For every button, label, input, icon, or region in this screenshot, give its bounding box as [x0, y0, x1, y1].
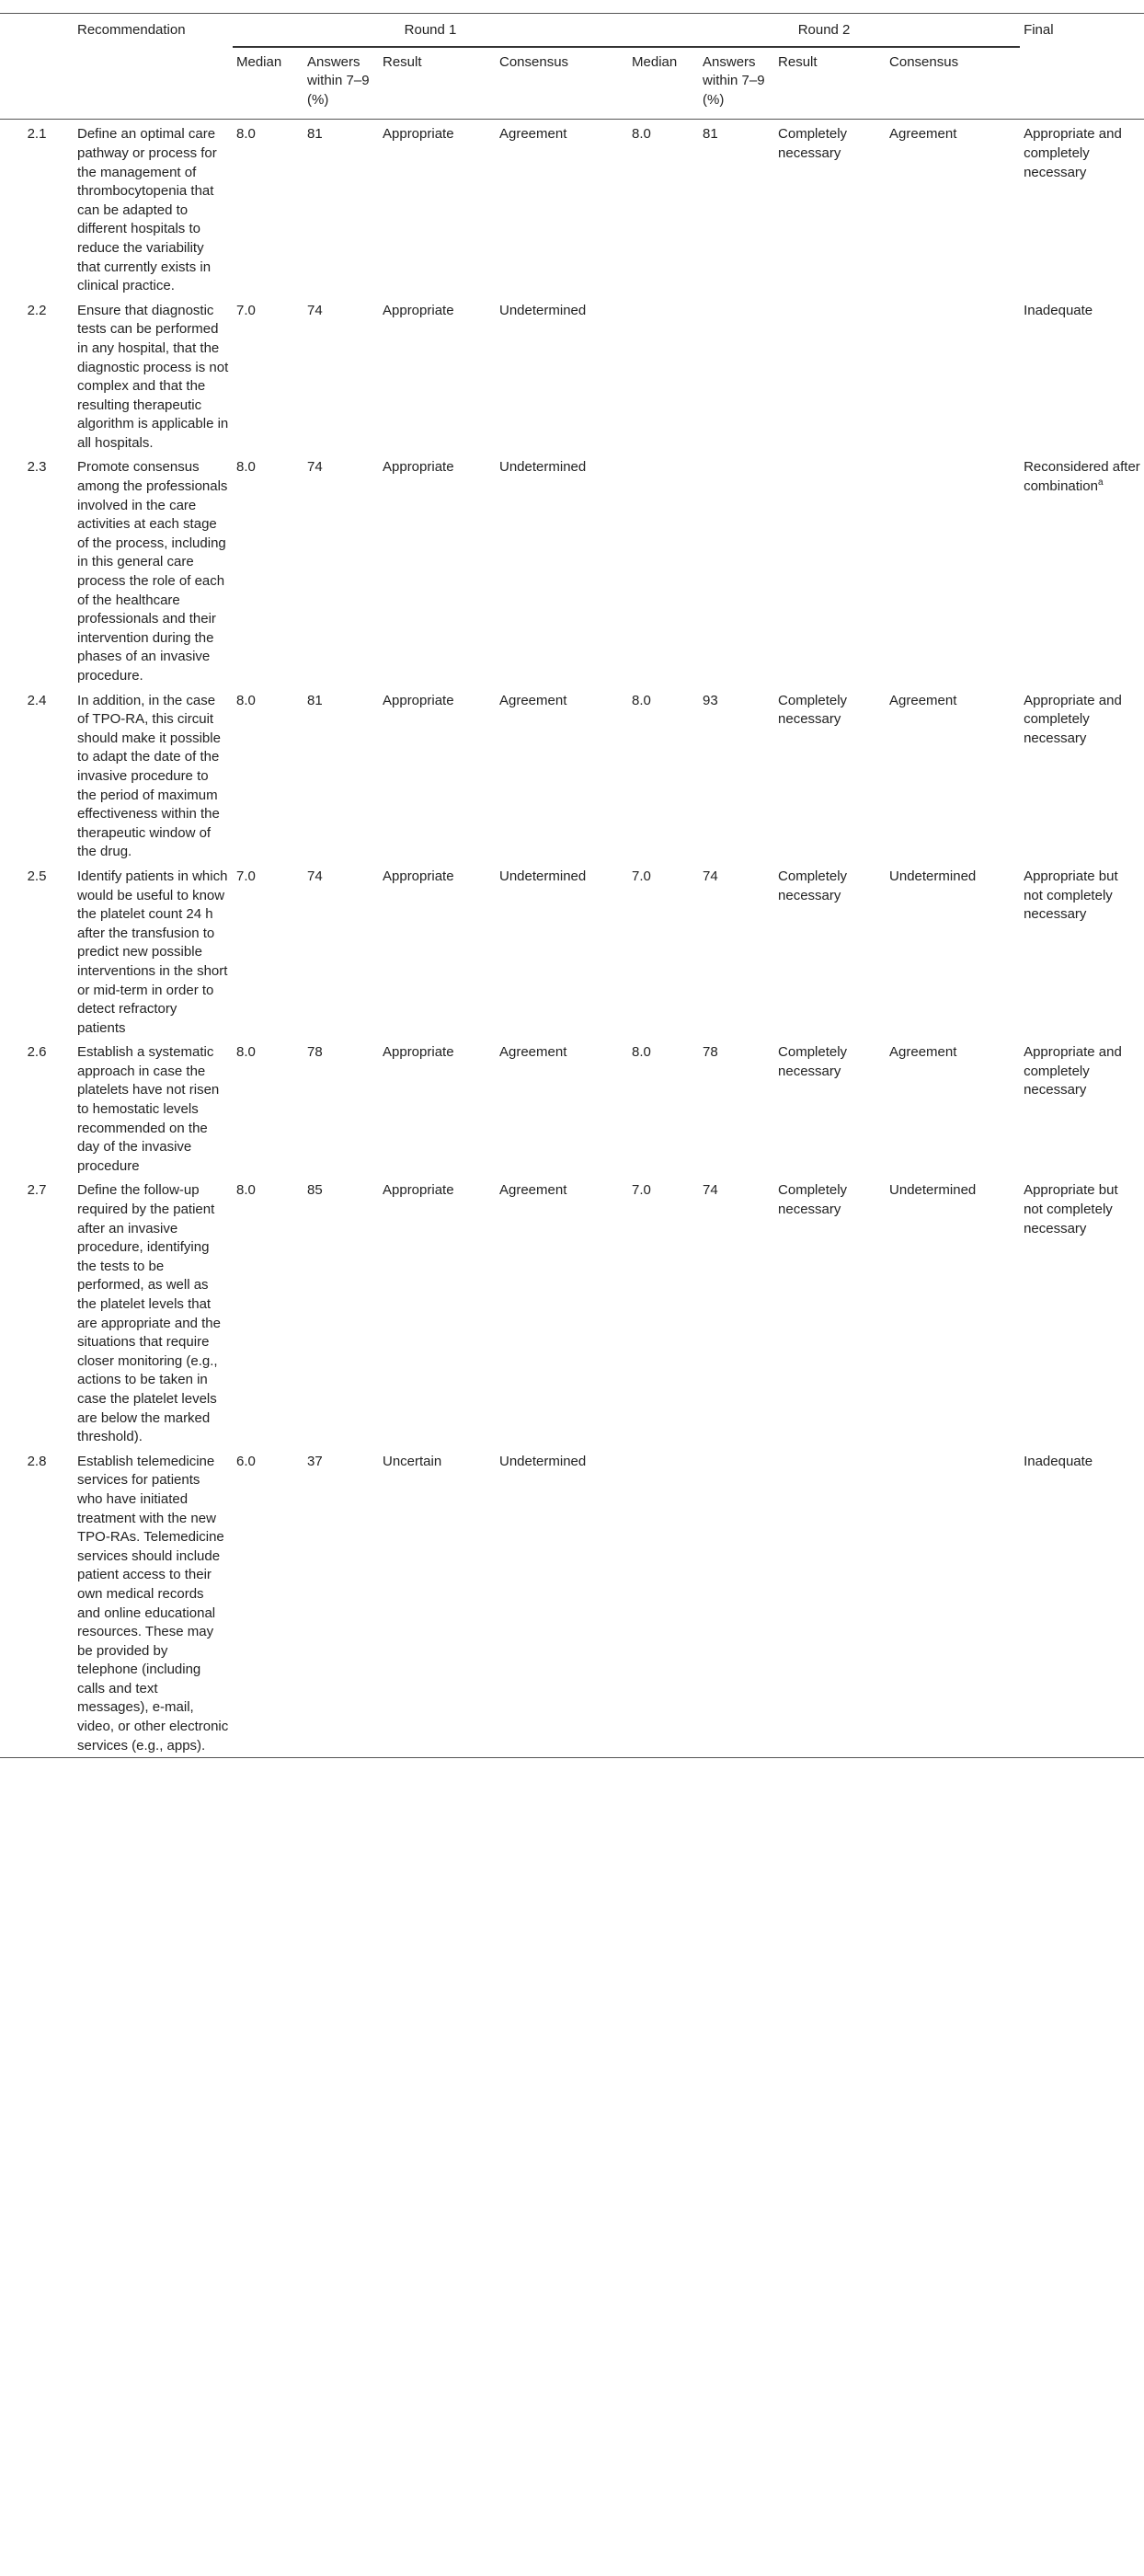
row-r1-result: Appropriate	[383, 302, 454, 318]
row-recommendation: Define an optimal care pathway or process for the management of thrombocytopenia that can be adapted to different hospitals to reduce the variability that currently exists in clinical practice.	[77, 126, 217, 294]
row-r1-consensus: Undetermined	[499, 1453, 587, 1469]
row-r2-result: Completely necessary	[778, 868, 848, 903]
row-final	[1020, 454, 1144, 687]
row-final	[1020, 120, 1144, 298]
row-final-text: Appropriate and completely necessary	[1024, 692, 1122, 746]
row-recommendation: Ensure that diagnostic tests can be performed in any hospital, that the diagnostic process is not complex and that the resulting therapeutic algorithm is applicable in all hospitals.	[77, 302, 229, 451]
row-r1-result: Appropriate	[383, 459, 454, 476]
row-r1-median: 7.0	[236, 868, 256, 884]
row-r1-consensus: Agreement	[499, 126, 567, 143]
subheader-r2-consensus: Consensus	[889, 53, 959, 70]
row-r1-median: 8.0	[236, 1182, 256, 1199]
row-final	[1020, 1178, 1144, 1448]
row-r2-result	[774, 1449, 886, 1758]
row-final	[1020, 1449, 1144, 1758]
row-r1-answers: 74	[307, 302, 323, 318]
row-r1-consensus: Agreement	[499, 1044, 567, 1061]
row-r1-median: 8.0	[236, 692, 256, 708]
subheader-r2-answers: Answers within 7–9 (%)	[703, 53, 765, 108]
row-r2-median: 7.0	[632, 868, 651, 884]
header-id	[0, 14, 74, 47]
row-r2-result	[774, 298, 886, 455]
row-recommendation: Promote consensus among the professionals involved in the care activities at each stage of the process, including in this general care process the role of each of the healthcare professionals and their intervention during the phases of an invasive procedure.	[77, 459, 228, 684]
row-r2-answers	[699, 1449, 774, 1758]
row-r2-median: 8.0	[632, 126, 651, 143]
subheader-r1-result: Result	[383, 53, 422, 70]
row-r2-result: Completely necessary	[778, 126, 848, 161]
row-r1-answers: 81	[307, 692, 323, 708]
row-r2-answers	[699, 298, 774, 455]
row-id: 2.8	[27, 1453, 47, 1469]
row-r2-consensus	[886, 298, 1020, 455]
row-r1-answers: 78	[307, 1044, 323, 1061]
row-r1-consensus: Undetermined	[499, 459, 587, 476]
row-r2-consensus: Undetermined	[889, 868, 977, 884]
row-id: 2.6	[27, 1044, 47, 1061]
subheader-r1-consensus: Consensus	[499, 53, 569, 70]
table-row	[0, 1449, 1144, 1758]
row-final-text: Reconsidered after combination	[1024, 459, 1140, 495]
subheader-empty-rec	[74, 47, 233, 120]
table-row	[0, 120, 1144, 298]
row-id: 2.5	[27, 868, 47, 884]
row-recommendation: Identify patients in which would be useful to know the platelet count 24 h after the transfusion to predict new possible interventions in the short or mid-term in order to detect refractory patients	[77, 868, 228, 1036]
row-r2-median	[628, 1449, 699, 1758]
row-r2-result	[774, 454, 886, 687]
table-row	[0, 688, 1144, 864]
row-r1-answers: 85	[307, 1182, 323, 1199]
row-r1-consensus: Agreement	[499, 692, 567, 708]
row-final-text: Inadequate	[1024, 302, 1093, 318]
row-final	[1020, 298, 1144, 455]
row-id: 2.2	[27, 302, 47, 318]
row-r1-median: 8.0	[236, 459, 256, 476]
row-r2-consensus	[886, 454, 1020, 687]
subheader-r1-median: Median	[236, 53, 282, 70]
row-r1-result: Appropriate	[383, 1182, 454, 1199]
subheader-empty-final	[1020, 47, 1144, 120]
table-header	[0, 14, 1144, 120]
row-recommendation: In addition, in the case of TPO-RA, this circuit should make it possible to adapt the date of the invasive procedure to the period of maximum effectiveness within the therapeutic window of the drug.	[77, 692, 221, 860]
row-r1-result: Appropriate	[383, 868, 454, 884]
header-final: Final	[1024, 22, 1054, 38]
row-id: 2.1	[27, 126, 47, 143]
row-r2-result: Completely necessary	[778, 692, 848, 728]
row-r2-consensus: Agreement	[889, 1044, 957, 1061]
table-row	[0, 1178, 1144, 1448]
subheader-r2-result: Result	[778, 53, 818, 70]
row-r2-result: Completely necessary	[778, 1044, 848, 1079]
row-r1-median: 8.0	[236, 1044, 256, 1061]
row-r2-answers: 74	[703, 868, 718, 884]
row-r2-consensus: Agreement	[889, 692, 957, 708]
row-final-text: Appropriate and completely necessary	[1024, 1044, 1122, 1098]
row-final	[1020, 688, 1144, 864]
row-r1-result: Appropriate	[383, 1044, 454, 1061]
row-recommendation: Define the follow-up required by the patient after an invasive procedure, identifying the tests to be performed, as well as the platelet levels that are appropriate and the situations that require closer monitoring (e.g., actions to be taken in case the platelet levels are below the marked threshold).	[77, 1182, 221, 1445]
row-r2-consensus: Undetermined	[889, 1182, 977, 1199]
row-r1-answers: 37	[307, 1453, 323, 1469]
row-recommendation: Establish a systematic approach in case the platelets have not risen to hemostatic levels recommended on the day of the invasive procedure	[77, 1044, 220, 1174]
table-row	[0, 1040, 1144, 1178]
row-r2-answers: 78	[703, 1044, 718, 1061]
row-r1-answers: 81	[307, 126, 323, 143]
row-r2-answers: 81	[703, 126, 718, 143]
row-id: 2.4	[27, 692, 47, 708]
row-r1-median: 6.0	[236, 1453, 256, 1469]
row-id: 2.3	[27, 459, 47, 476]
row-id: 2.7	[27, 1182, 47, 1199]
row-final-footnote: a	[1097, 477, 1104, 489]
row-r2-median: 7.0	[632, 1182, 651, 1199]
consensus-results-table	[0, 13, 1144, 1758]
row-r1-answers: 74	[307, 459, 323, 476]
row-r2-median	[628, 454, 699, 687]
row-r1-result: Uncertain	[383, 1453, 442, 1469]
row-r1-median: 7.0	[236, 302, 256, 318]
table-row	[0, 454, 1144, 687]
row-r1-median: 8.0	[236, 126, 256, 143]
subheader-r2-median: Median	[632, 53, 678, 70]
row-r2-answers: 74	[703, 1182, 718, 1199]
row-final-text: Appropriate but not completely necessary	[1024, 1182, 1118, 1236]
table-row	[0, 298, 1144, 455]
row-r2-consensus: Agreement	[889, 126, 957, 143]
header-round2: Round 2	[628, 14, 1020, 47]
row-r1-consensus: Undetermined	[499, 868, 587, 884]
row-r1-answers: 74	[307, 868, 323, 884]
row-final-text: Inadequate	[1024, 1453, 1093, 1469]
row-recommendation: Establish telemedicine services for patients who have initiated treatment with the new TPO-RAs. Telemedicine services should include patient access to their own medical records and online educational resources. These may be provided by telephone (including calls and text messages), e-mail, video, or other electronic services (e.g., apps).	[77, 1453, 229, 1754]
row-r2-median: 8.0	[632, 692, 651, 708]
row-r1-result: Appropriate	[383, 692, 454, 708]
row-r2-median: 8.0	[632, 1044, 651, 1061]
row-final-text: Appropriate and completely necessary	[1024, 126, 1122, 180]
row-final	[1020, 864, 1144, 1040]
header-round1: Round 1	[233, 14, 628, 47]
table-row	[0, 864, 1144, 1040]
row-r2-median	[628, 298, 699, 455]
row-final-text: Appropriate but not completely necessary	[1024, 868, 1118, 923]
row-r2-consensus	[886, 1449, 1020, 1758]
row-r2-answers	[699, 454, 774, 687]
table-body	[0, 120, 1144, 1758]
row-r2-result: Completely necessary	[778, 1182, 848, 1218]
row-r1-result: Appropriate	[383, 126, 454, 143]
subheader-empty-id	[0, 47, 74, 120]
subheader-r1-answers: Answers within 7–9 (%)	[307, 53, 370, 108]
row-r1-consensus: Agreement	[499, 1182, 567, 1199]
row-r1-consensus: Undetermined	[499, 302, 587, 318]
row-r2-answers: 93	[703, 692, 718, 708]
row-final	[1020, 1040, 1144, 1178]
header-recommendation: Recommendation	[77, 22, 186, 38]
